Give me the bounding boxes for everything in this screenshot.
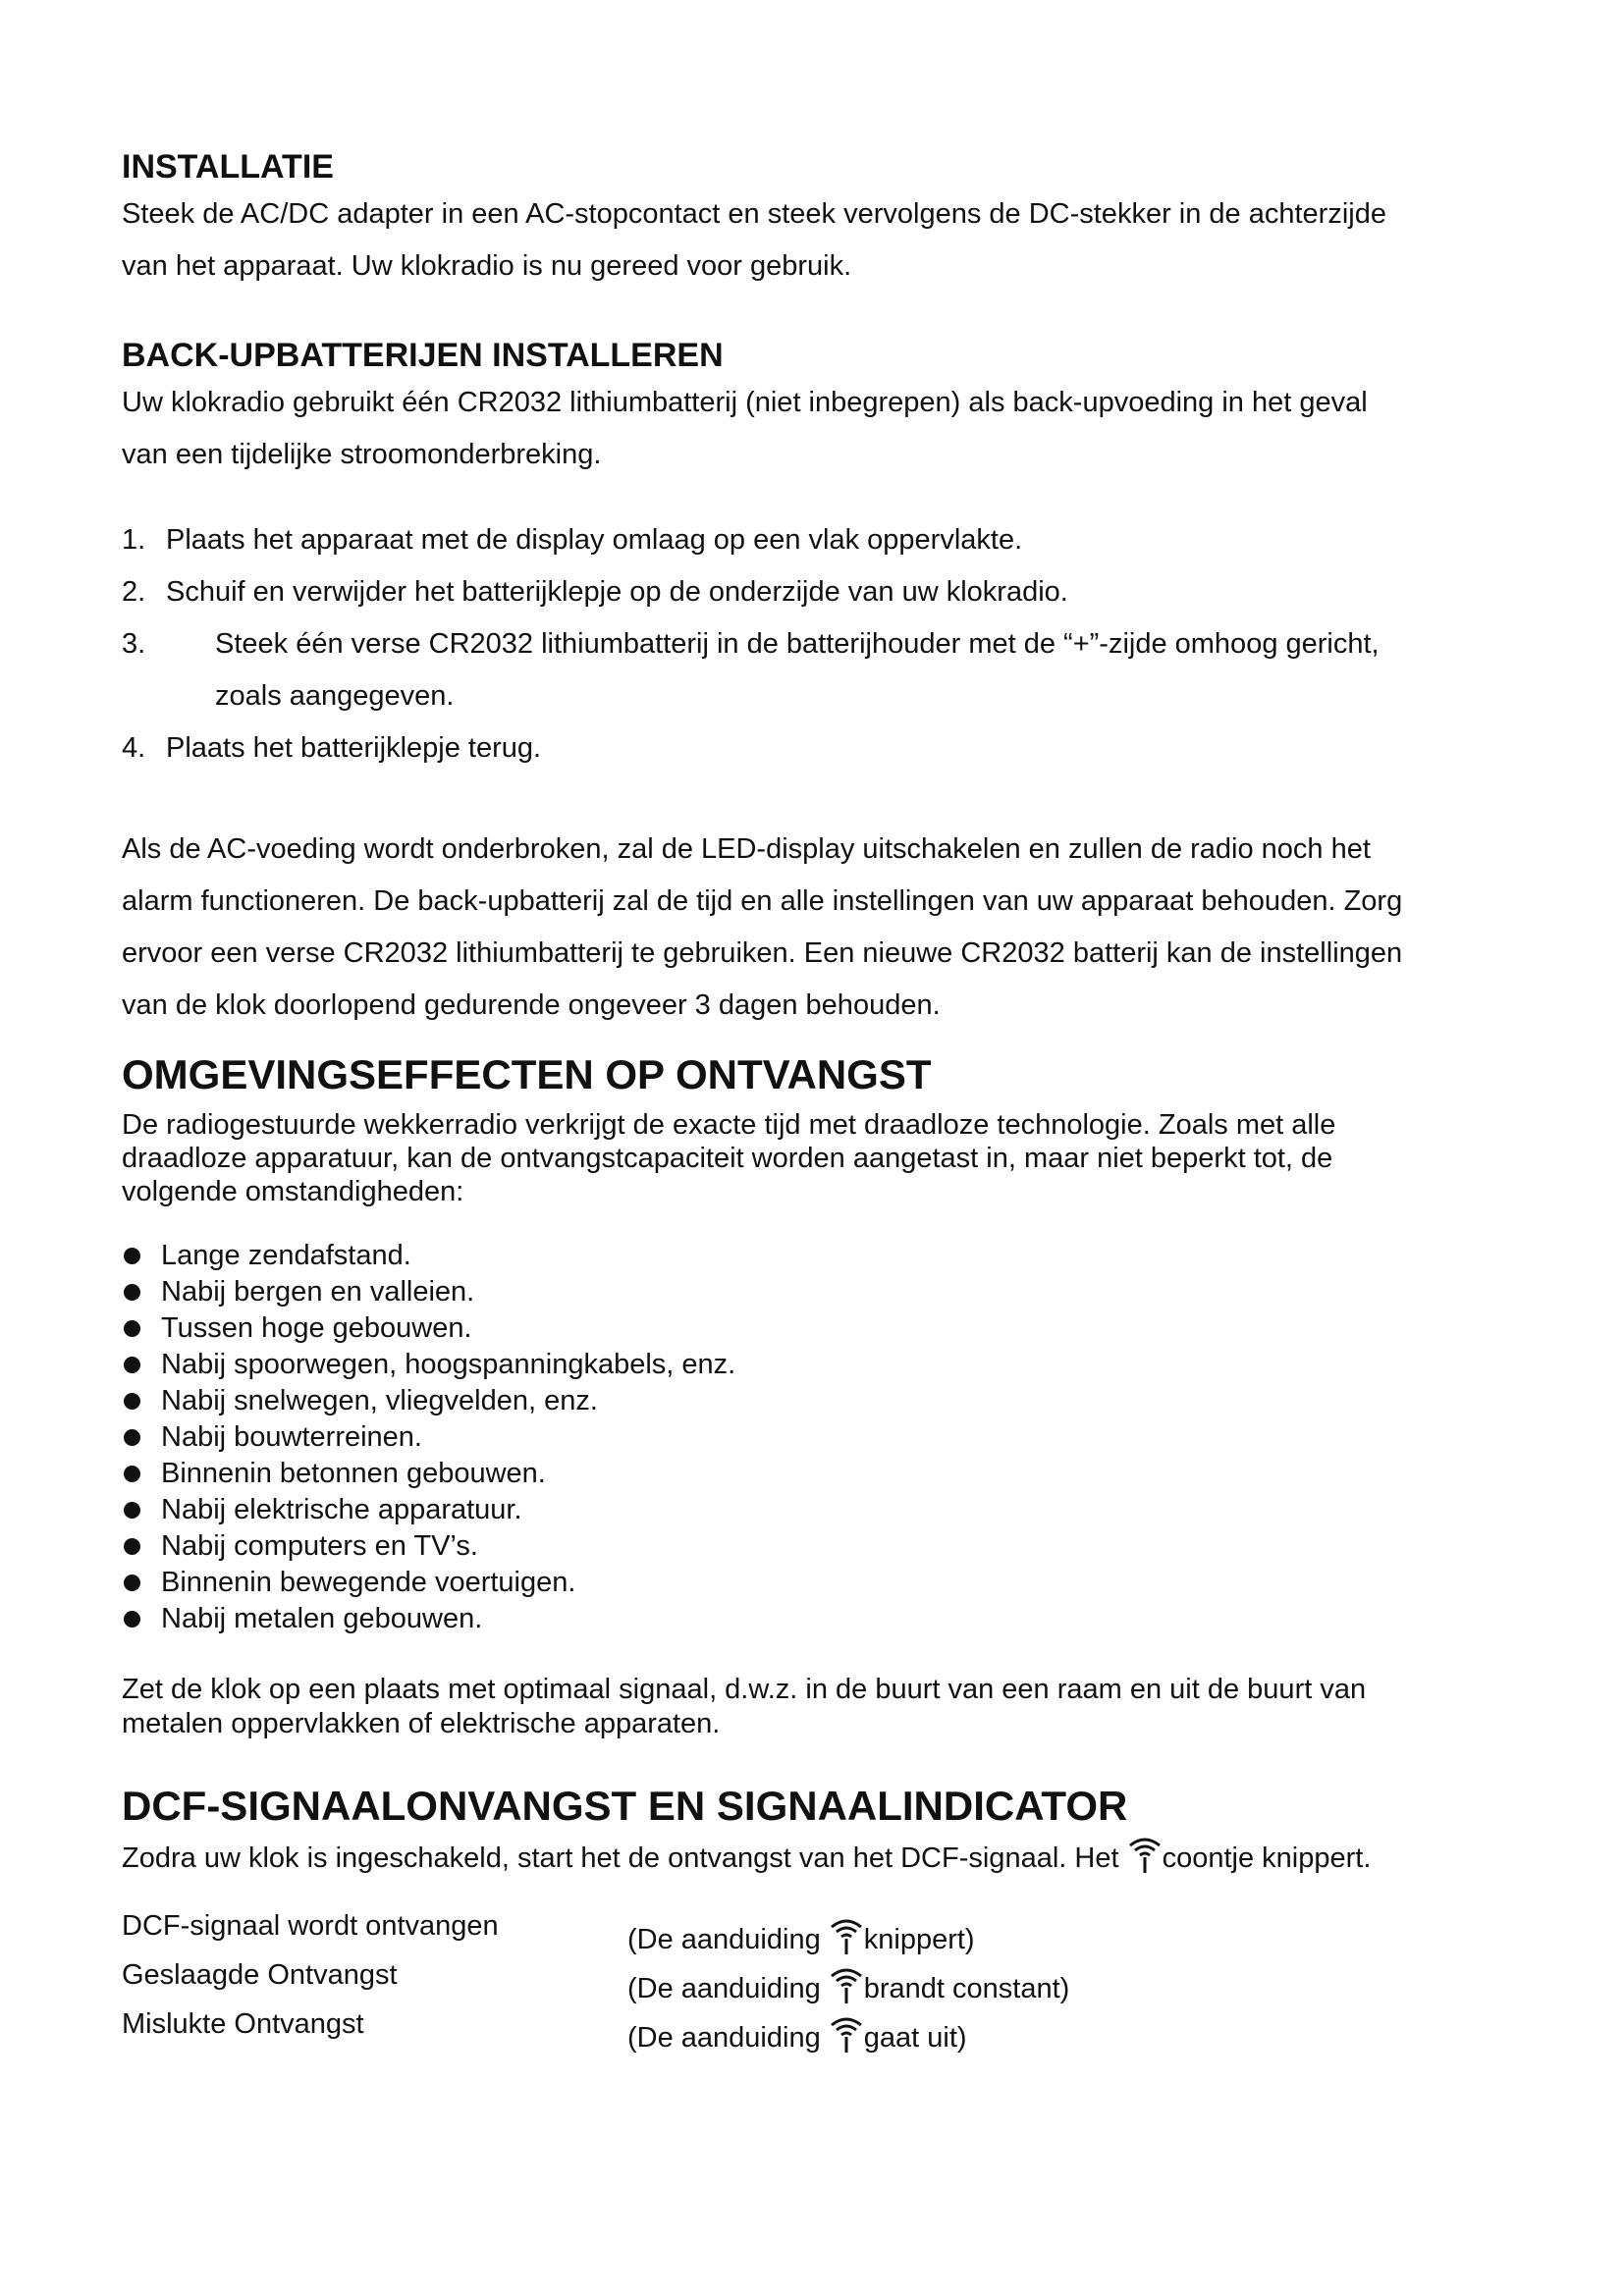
omgeving-bullets <box>122 1238 1516 1637</box>
omgeving-outro <box>122 1673 1516 1741</box>
status-description <box>627 2013 1516 2062</box>
dcf-intro-after: coontje knippert. <box>1162 1842 1372 1874</box>
backup-steps <box>122 514 1516 774</box>
backup-paragraph-line: ervoor een verse CR2032 lithiumbatterij te gebruiken. Een nieuwe CR2032 batterij kan de instellingen <box>122 937 1403 969</box>
list-item <box>122 1274 1516 1310</box>
bullet-icon <box>124 1393 140 1410</box>
status-suffix: knippert) <box>863 1924 975 1955</box>
installatie-text <box>122 188 1516 293</box>
installatie-line-1: Steek de AC/DC adapter in een AC-stopcontact en steek vervolgens de DC-stekker in de achterzijde <box>122 198 1386 230</box>
step-text: Plaats het apparaat met de display omlaag op een vlak oppervlakte. <box>166 524 1023 556</box>
list-item <box>122 1310 1516 1347</box>
bullet-text: Lange zendafstand. <box>161 1240 411 1271</box>
list-item <box>122 1419 1516 1456</box>
bullet-text: Nabij bergen en valleien. <box>161 1276 475 1308</box>
backup-intro-line-2: van een tijdelijke stroomonderbreking. <box>122 439 602 470</box>
signal-antenna-icon <box>829 1917 864 1956</box>
bullet-icon <box>124 1357 140 1373</box>
status-descriptions <box>627 1901 1516 2054</box>
backup-paragraph <box>122 824 1516 1032</box>
bullet-icon <box>124 1575 140 1591</box>
signal-antenna-icon <box>829 1966 864 2005</box>
bullet-icon <box>124 1466 140 1482</box>
list-item <box>122 618 1516 722</box>
status-prefix: (De aanduiding <box>627 1924 829 1955</box>
status-description <box>627 1915 1516 1964</box>
status-label: Mislukte Ontvangst <box>122 2008 364 2040</box>
bullet-icon <box>124 1502 140 1519</box>
list-item <box>122 1383 1516 1419</box>
bullet-icon <box>124 1538 140 1555</box>
list-item <box>122 1456 1516 1492</box>
step-text: Schuif en verwijder het batterijklepje op de onderzijde van uw klokradio. <box>166 576 1068 608</box>
dcf-status-table <box>122 1901 1516 2054</box>
bullet-text: Nabij computers en TV’s. <box>161 1530 478 1562</box>
heading-backup: BACK-UPBATTERIJEN INSTALLEREN <box>122 337 724 374</box>
status-suffix: brandt constant) <box>863 1973 1070 2004</box>
signal-antenna-icon <box>829 2015 864 2055</box>
step-number: 4. <box>122 732 146 764</box>
status-label: DCF-signaal wordt ontvangen <box>122 1910 499 1942</box>
step-text: Plaats het batterijklepje terug. <box>166 732 542 764</box>
status-suffix: gaat uit) <box>863 2022 967 2054</box>
omgeving-outro-line: Zet de klok op een plaats met optimaal signaal, d.w.z. in de buurt van een raam en uit de buurt van <box>122 1674 1367 1705</box>
step-text-continued: zoals aangegeven. <box>215 680 455 712</box>
heading-dcf: DCF-SIGNAALONVANGST EN SIGNAALINDICATOR <box>122 1783 1128 1829</box>
bullet-icon <box>124 1248 140 1264</box>
omgeving-outro-line: metalen oppervlakken of elektrische apparaten. <box>122 1708 721 1739</box>
backup-intro <box>122 377 1516 481</box>
omgeving-intro-line: De radiogestuurde wekkerradio verkrijgt de exacte tijd met draadloze technologie. Zoals met alle <box>122 1109 1336 1141</box>
backup-paragraph-line: alarm functioneren. De back-upbatterij zal de tijd en alle instellingen van uw apparaat behouden. Zorg <box>122 885 1403 917</box>
bullet-text: Nabij bouwterreinen. <box>161 1421 422 1453</box>
bullet-text: Binnenin betonnen gebouwen. <box>161 1458 546 1489</box>
step-text: Steek één verse CR2032 lithiumbatterij in de batterijhouder met de “+”-zijde omhoog gericht, <box>215 628 1380 660</box>
installatie-line-2: van het apparaat. Uw klokradio is nu gereed voor gebruik. <box>122 250 852 282</box>
list-item <box>122 722 1516 774</box>
document-page <box>122 147 1516 2054</box>
step-number: 3. <box>122 628 146 660</box>
bullet-text: Nabij spoorwegen, hoogspanningkabels, enz. <box>161 1349 736 1380</box>
omgeving-intro-line: volgende omstandigheden: <box>122 1176 464 1207</box>
list-item <box>122 514 1516 566</box>
backup-paragraph-line: van de klok doorlopend gedurende ongeveer 3 dagen behouden. <box>122 989 941 1021</box>
status-labels <box>122 1901 627 2049</box>
list-item <box>122 1238 1516 1274</box>
step-number: 2. <box>122 576 146 608</box>
omgeving-intro <box>122 1108 1516 1208</box>
list-item <box>122 566 1516 618</box>
bullet-text: Tussen hoge gebouwen. <box>161 1312 472 1344</box>
signal-antenna-icon <box>1127 1836 1163 1875</box>
heading-omgeving: OMGEVINGSEFFECTEN OP ONTVANGST <box>122 1051 932 1097</box>
bullet-text: Nabij snelwegen, vliegvelden, enz. <box>161 1385 598 1416</box>
status-prefix: (De aanduiding <box>627 2022 829 2054</box>
bullet-text: Nabij elektrische apparatuur. <box>161 1494 522 1525</box>
bullet-icon <box>124 1611 140 1628</box>
omgeving-intro-line: draadloze apparatuur, kan de ontvangstcapaciteit worden aangetast in, maar niet beperkt tot, de <box>122 1143 1333 1174</box>
backup-intro-line-1: Uw klokradio gebruikt één CR2032 lithiumbatterij (niet inbegrepen) als back-upvoeding in het geval <box>122 387 1368 418</box>
backup-paragraph-line: Als de AC-voeding wordt onderbroken, zal de LED-display uitschakelen en zullen de radio noch het <box>122 833 1371 865</box>
status-prefix: (De aanduiding <box>627 1973 829 2004</box>
bullet-icon <box>124 1320 140 1337</box>
bullet-text: Binnenin bewegende voertuigen. <box>161 1567 576 1598</box>
list-item <box>122 1347 1516 1383</box>
list-item <box>122 1528 1516 1565</box>
dcf-intro-before: Zodra uw klok is ingeschakeld, start het de ontvangst van het DCF-signaal. Het <box>122 1842 1127 1874</box>
dcf-intro <box>122 1836 1516 1876</box>
list-item <box>122 1492 1516 1528</box>
list-item <box>122 1601 1516 1637</box>
status-label: Geslaagde Ontvangst <box>122 1959 398 1991</box>
bullet-icon <box>124 1284 140 1301</box>
bullet-text: Nabij metalen gebouwen. <box>161 1603 483 1634</box>
status-description <box>627 1964 1516 2013</box>
list-item <box>122 1565 1516 1601</box>
bullet-icon <box>124 1429 140 1446</box>
step-number: 1. <box>122 524 146 556</box>
heading-installatie: INSTALLATIE <box>122 148 334 186</box>
